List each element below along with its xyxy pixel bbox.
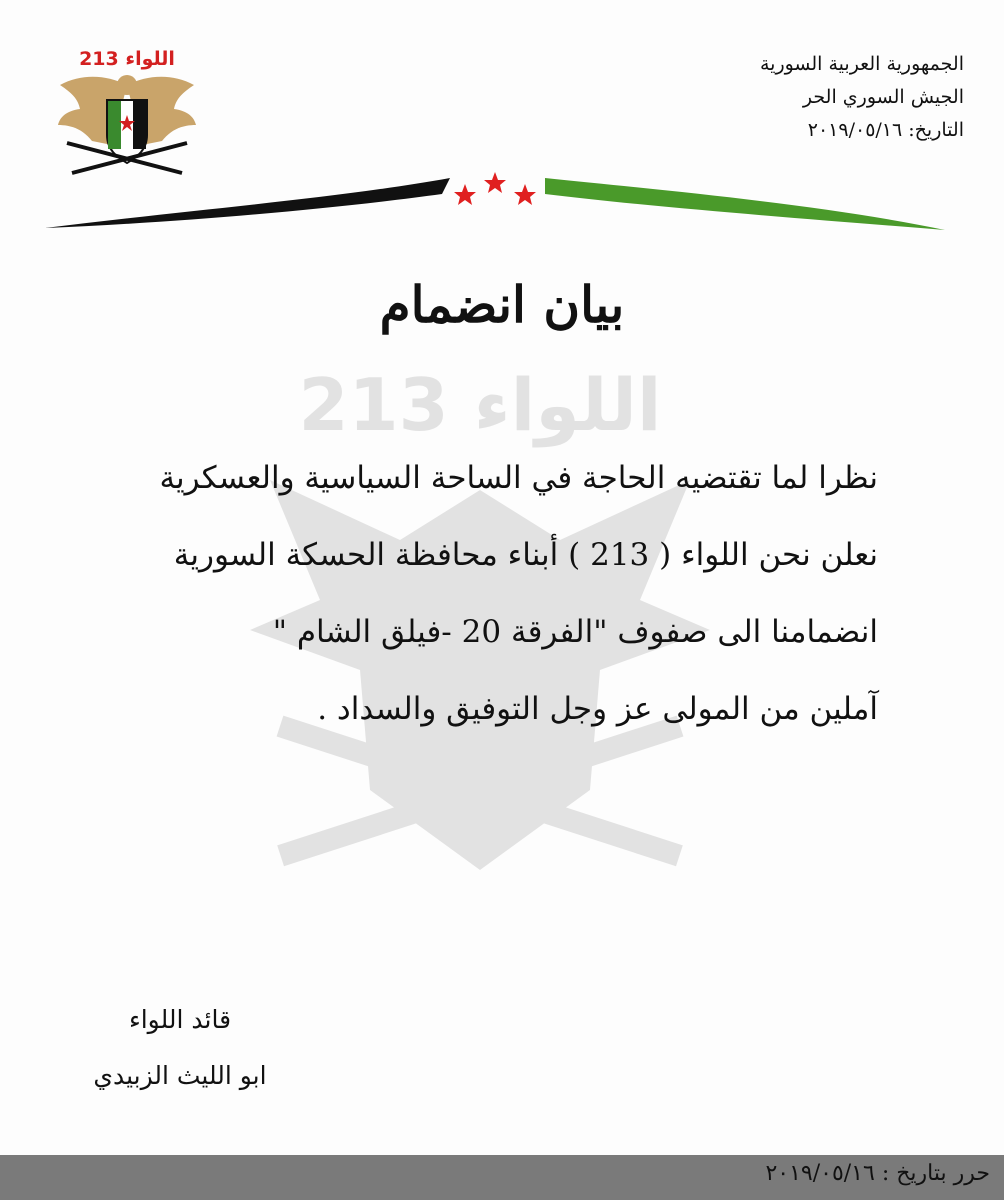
header-army: الجيش السوري الحر [802, 86, 964, 108]
statement-line: نعلن نحن اللواء ( 213 ) أبناء محافظة الحسكة السورية [173, 537, 878, 573]
signature-role: قائد اللواء [128, 1005, 232, 1034]
signature-block [60, 992, 300, 1104]
header-block [644, 48, 964, 147]
header-country: الجمهورية العربية السورية [759, 53, 964, 75]
header-date [644, 114, 964, 147]
star-icon [484, 172, 506, 193]
footer-label: حرر بتاريخ : [881, 1161, 990, 1186]
statement-title: بيان انضمام [379, 275, 625, 334]
footer-text [765, 1161, 990, 1186]
star-icon [514, 184, 536, 205]
brigade-logo [52, 45, 202, 180]
divider-green-stroke [545, 178, 945, 230]
statement-line: نظرا لما تقتضيه الحاجة في الساحة السياسية والعسكرية [159, 460, 878, 496]
header-date-label: التاريخ: [908, 119, 964, 141]
statement-body [130, 440, 878, 748]
signature-name: ابو الليث الزبيدي [93, 1061, 267, 1090]
watermark-text: اللواء 213 [298, 370, 662, 447]
header-divider [40, 170, 950, 240]
logo-brand-text: اللواء 213 [79, 48, 175, 70]
statement-line: آملين من المولى عز وجل التوفيق والسداد . [317, 691, 878, 727]
footer-bar [0, 1155, 1004, 1200]
footer-date: ٢٠١٩/٠٥/١٦ [765, 1161, 875, 1186]
star-icon [454, 184, 476, 205]
header-date-value: ٢٠١٩/٠٥/١٦ [807, 119, 903, 141]
divider-black-stroke [45, 178, 450, 228]
statement-line: انضمامنا الى صفوف "الفرقة 20 -فيلق الشام " [272, 614, 878, 650]
